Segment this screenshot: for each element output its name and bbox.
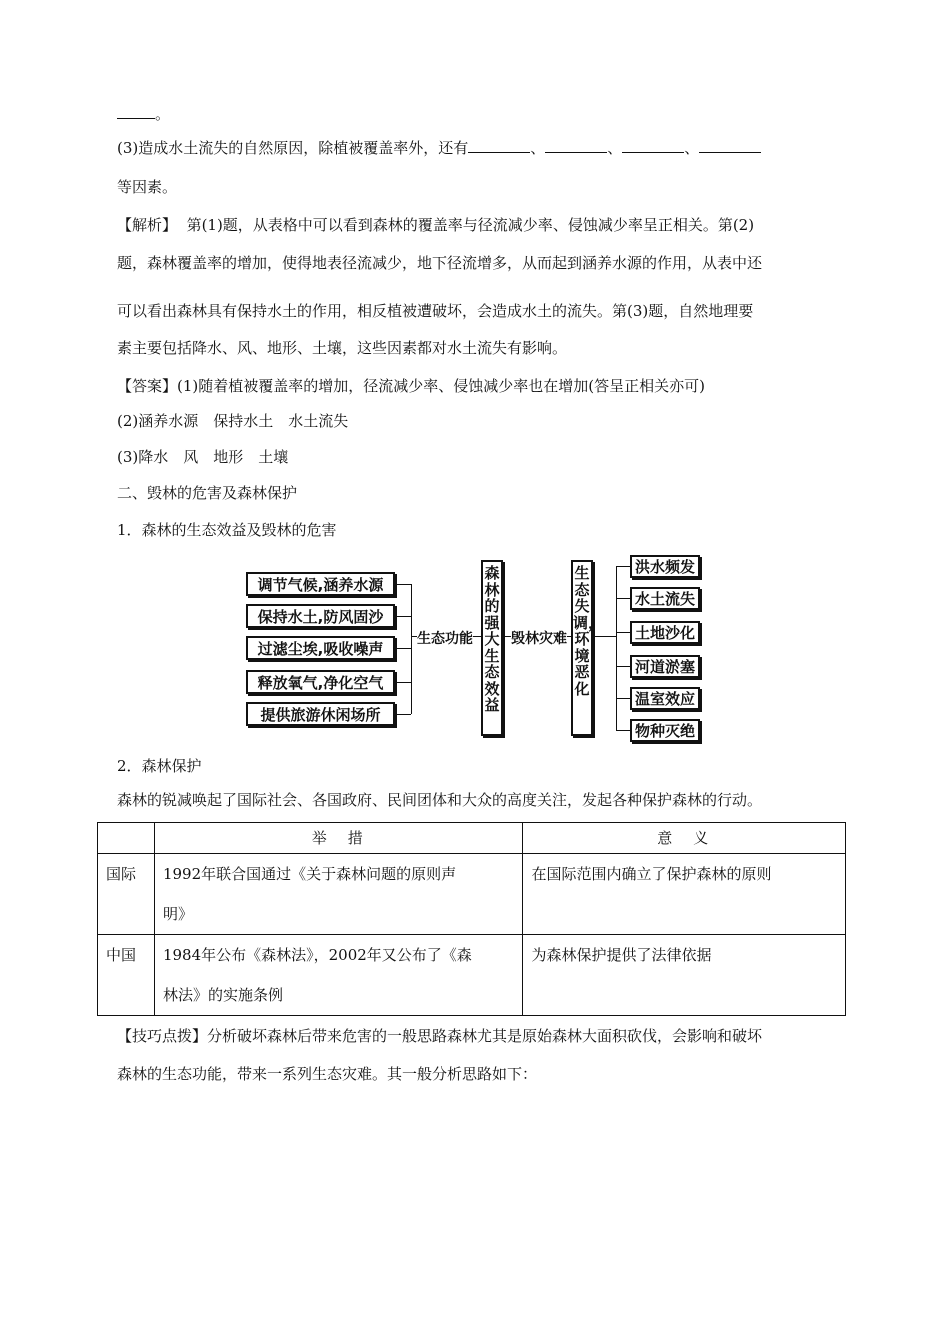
answer-line-2: (2)涵养水源 保持水土 水土流失 bbox=[117, 412, 349, 430]
connector bbox=[616, 632, 630, 633]
fill-blank-1[interactable] bbox=[468, 138, 530, 153]
table-cell-region: 国际 bbox=[98, 854, 155, 935]
table-row bbox=[98, 854, 846, 935]
connector bbox=[616, 598, 630, 599]
disaster-box-3: 土地沙化 bbox=[630, 621, 700, 644]
disaster-box-2: 水土流失 bbox=[630, 587, 700, 610]
disaster-box-6: 物种灭绝 bbox=[630, 719, 700, 742]
connector bbox=[616, 698, 630, 699]
intro-text: 森林的锐减唤起了国际社会、各国政府、民间团体和大众的高度关注，发起各种保护森林的行动。 bbox=[117, 791, 763, 809]
answer-blank-line: 。 bbox=[117, 104, 170, 124]
bracket-line bbox=[411, 584, 412, 714]
label-ecological-function: 生态功能 bbox=[417, 631, 473, 647]
table-header-cell bbox=[98, 823, 155, 854]
fill-blank-4[interactable] bbox=[699, 138, 761, 153]
tip-line-2: 森林的生态功能，带来一系列生态灾难。其一般分析思路如下： bbox=[117, 1065, 538, 1083]
connector bbox=[616, 730, 630, 731]
answer-line-1: 【答案】(1)随着植被覆盖率的增加，径流减少率、侵蚀减少率也在增加(答呈正相关亦可) bbox=[117, 377, 705, 395]
disaster-box-4: 河道淤塞 bbox=[630, 655, 700, 678]
connector bbox=[473, 636, 481, 637]
center-box: 森林的强大生态效益 bbox=[481, 560, 503, 736]
label-deforestation-disaster: 毁林灾难 bbox=[511, 631, 567, 647]
table-header-row bbox=[98, 823, 846, 854]
table-cell-meaning: 为森林保护提供了法律依据 bbox=[523, 935, 846, 1016]
connector bbox=[616, 666, 630, 667]
table-cell-region: 中国 bbox=[98, 935, 155, 1016]
table-cell-measure: 1992年联合国通过《关于森林问题的原则声 明》 bbox=[154, 854, 522, 935]
connector bbox=[616, 566, 630, 567]
fill-blank-2[interactable] bbox=[545, 138, 607, 153]
connector bbox=[503, 636, 511, 637]
function-box-5: 提供旅游休闲场所 bbox=[246, 702, 395, 726]
forest-benefit-diagram bbox=[240, 552, 710, 742]
analysis-line-4: 素主要包括降水、风、地形、土壤，这些因素都对水土流失有影响。 bbox=[117, 339, 568, 357]
table-header-cell: 举 措 bbox=[154, 823, 522, 854]
table-cell-measure: 1984年公布《森林法》，2002年又公布了《森 林法》的实施条例 bbox=[154, 935, 522, 1016]
connector bbox=[397, 616, 411, 617]
fill-blank[interactable] bbox=[117, 104, 155, 119]
function-box-2: 保持水土,防风固沙 bbox=[246, 604, 395, 628]
connector bbox=[397, 648, 411, 649]
disaster-box-5: 温室效应 bbox=[630, 687, 700, 710]
fill-blank-3[interactable] bbox=[622, 138, 684, 153]
disaster-box-1: 洪水频发 bbox=[630, 555, 700, 578]
section-heading-2: 二、毁林的危害及森林保护 bbox=[117, 484, 298, 502]
bracket-line bbox=[616, 566, 617, 730]
analysis-label: 【解析】 bbox=[117, 216, 178, 234]
function-box-4: 释放氧气,净化空气 bbox=[246, 670, 395, 694]
analysis-line-3: 可以看出森林具有保持水土的作用，相反植被遭破坏，会造成水土的流失。第(3)题，自然地理要 bbox=[117, 302, 754, 320]
analysis-line-2: 题，森林覆盖率的增加，使得地表径流减少，地下径流增多，从而起到涵养水源的作用，从表中还 bbox=[117, 254, 763, 272]
connector bbox=[593, 636, 616, 637]
right-center-box: 生态失调，环境恶化 bbox=[571, 560, 593, 736]
forest-protection-table bbox=[97, 822, 846, 1016]
connector bbox=[397, 714, 411, 715]
question-3-tail: 等因素。 bbox=[117, 178, 178, 196]
subheading-1: 1．森林的生态效益及毁林的危害 bbox=[117, 521, 337, 539]
table-row bbox=[98, 935, 846, 1016]
analysis-line-1: 【解析】 第(1)题，从表格中可以看到森林的覆盖率与径流减少率、侵蚀减少率呈正相关。第(2) bbox=[117, 216, 755, 234]
table-cell-meaning: 在国际范围内确立了保护森林的原则 bbox=[523, 854, 846, 935]
subheading-2: 2．森林保护 bbox=[117, 757, 202, 775]
table-header-cell: 意 义 bbox=[523, 823, 846, 854]
function-box-3: 过滤尘埃,吸收噪声 bbox=[246, 636, 395, 660]
question-3: (3)造成水土流失的自然原因，除植被覆盖率外，还有 、 、 、 bbox=[117, 138, 761, 158]
answer-line-3: (3)降水 风 地形 土壤 bbox=[117, 448, 289, 466]
connector bbox=[397, 584, 411, 585]
tip-line-1: 【技巧点拨】分析破坏森林后带来危害的一般思路森林尤其是原始森林大面积砍伐，会影响和破坏 bbox=[117, 1027, 763, 1045]
function-box-1: 调节气候,涵养水源 bbox=[246, 572, 395, 596]
connector bbox=[397, 682, 411, 683]
